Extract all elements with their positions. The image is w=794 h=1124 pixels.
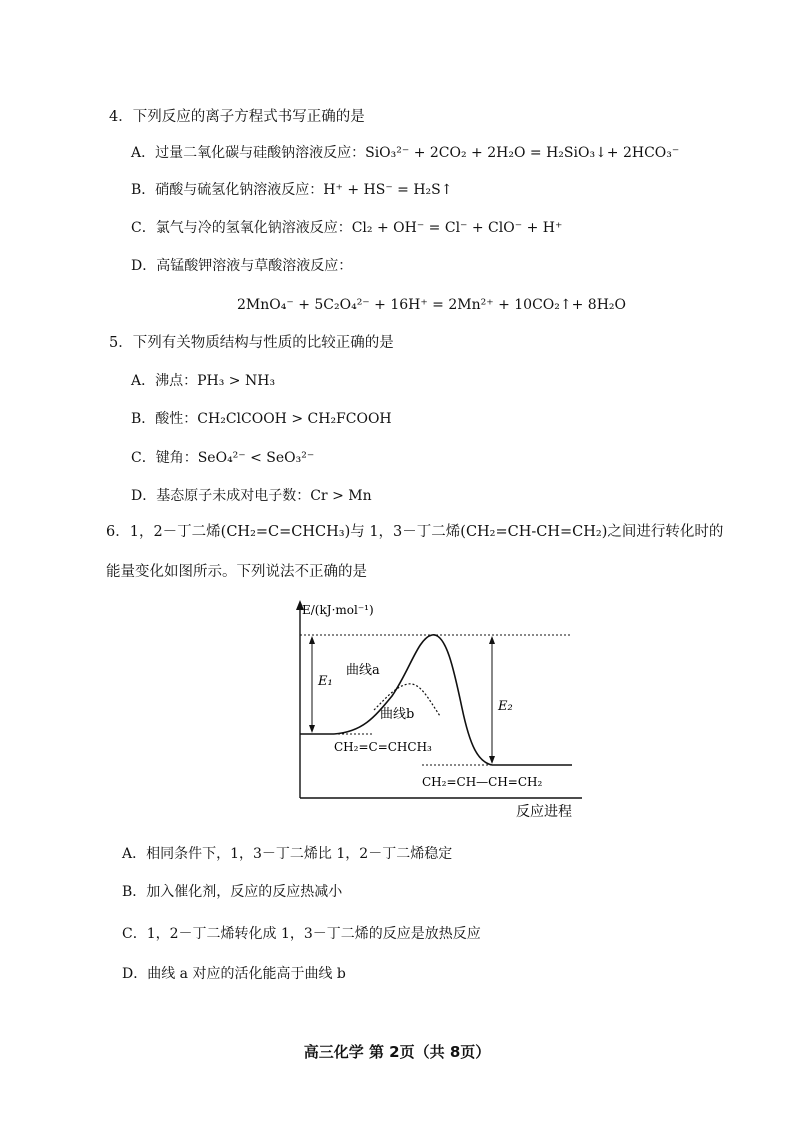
- q6-option-c: C．1，2－丁二烯转化成 1，3－丁二烯的反应是放热反应: [122, 926, 481, 942]
- q6-stem-line2: 能量变化如图所示。下列说法不正确的是: [106, 564, 367, 580]
- q4-option-c: C．氯气与冷的氢氧化钠溶液反应：Cl₂ + OH⁻ = Cl⁻ + ClO⁻ + H⁺: [131, 220, 563, 236]
- curve-a-label: 曲线a: [346, 663, 380, 678]
- q5-option-a: A．沸点：PH₃ > NH₃: [131, 373, 276, 389]
- e1-label: E₁: [318, 674, 333, 689]
- curve-b-label: 曲线b: [380, 707, 415, 722]
- e1-arrow-up-icon: [309, 636, 315, 644]
- e2-arrow-down-icon: [489, 756, 495, 764]
- q4-stem: 4．下列反应的离子方程式书写正确的是: [109, 109, 365, 125]
- reactant-label: CH₂=C=CHCH₃: [334, 740, 432, 754]
- e1-arrow-down-icon: [309, 725, 315, 733]
- q4-option-a: A．过量二氧化碳与硅酸钠溶液反应：SiO₃²⁻ + 2CO₂ + 2H₂O = H₂SiO₃↓+ 2HCO₃⁻: [131, 145, 680, 161]
- q5-option-c: C．键角：SeO₄²⁻ < SeO₃²⁻: [131, 450, 315, 466]
- energy-diagram: [282, 598, 602, 828]
- e2-arrow-up-icon: [489, 636, 495, 644]
- x-axis-label: 反应进程: [516, 804, 572, 820]
- product-label: CH₂=CH—CH=CH₂: [422, 775, 543, 789]
- page-footer: 高三化学 第 2页（共 8页）: [303, 1043, 491, 1061]
- q6-option-a: A．相同条件下，1，3－丁二烯比 1，2－丁二烯稳定: [122, 846, 453, 862]
- q6-option-d: D．曲线 a 对应的活化能高于曲线 b: [122, 966, 346, 982]
- q4-option-b: B．硝酸与硫氢化钠溶液反应：H⁺ + HS⁻ = H₂S↑: [131, 182, 453, 198]
- q5-stem: 5．下列有关物质结构与性质的比较正确的是: [109, 335, 394, 351]
- y-axis-label: E/(kJ·mol⁻¹): [302, 603, 374, 617]
- e2-label: E₂: [498, 699, 513, 714]
- q6-stem-line1: 6．1，2－丁二烯(CH₂=C=CHCH₃)与 1，3－丁二烯(CH₂=CH-CH=CH₂)之间进行转化时的: [106, 524, 724, 540]
- q6-option-b: B．加入催化剂，反应的反应热减小: [122, 884, 343, 900]
- q4-option-d-equation: 2MnO₄⁻ + 5C₂O₄²⁻ + 16H⁺ = 2Mn²⁺ + 10CO₂↑+ 8H₂O: [237, 297, 626, 313]
- q5-option-d: D．基态原子未成对电子数：Cr > Mn: [131, 488, 372, 504]
- q5-option-b: B．酸性：CH₂ClCOOH > CH₂FCOOH: [131, 411, 392, 427]
- q4-option-d: D．高锰酸钾溶液与草酸溶液反应：: [131, 258, 353, 274]
